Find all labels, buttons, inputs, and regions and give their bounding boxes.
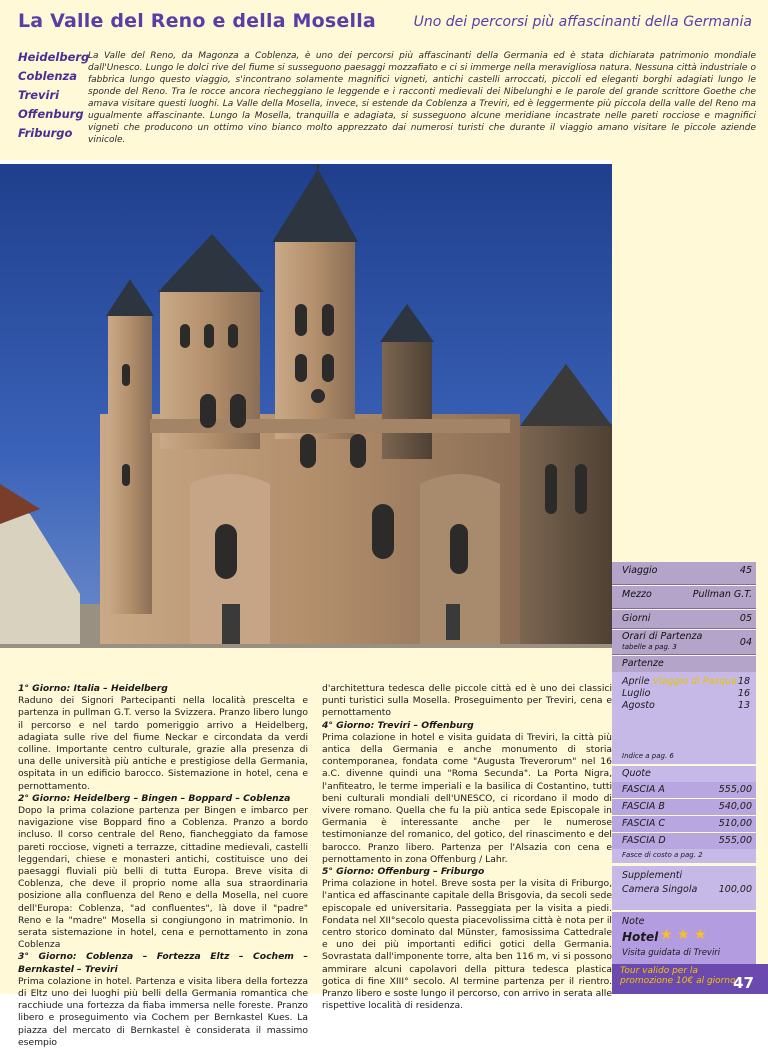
fascia-price: 555,00 — [718, 835, 752, 846]
viaggio-value: 45 — [739, 565, 752, 576]
orari-label: Orari di Partenza — [622, 631, 703, 642]
giorni-row — [612, 610, 756, 628]
camera-value: 100,00 — [718, 884, 752, 895]
partenze-label: Partenze — [622, 658, 664, 669]
fascia-price: 540,00 — [718, 801, 752, 812]
indice-note: Indice a pag. 6 — [622, 752, 674, 760]
supplementi-box — [612, 866, 756, 910]
fascia-price: 510,00 — [718, 818, 752, 829]
day-text: Prima colazione in hotel. Breve sosta per la visita di Friburgo, l'antica ed affascinante capitale della Brisgovia, da secoli sede episcopale ed universitaria. Passeggiata per la visita a piedi. Fondata nel XII°secolo questa piacevolissima città è nota per il centro storico dominato dal Münster, famosissima Cattedrale e uno dei più importanti edifici gotici della Germania. Sovrastata dall'imponente torre, alta ben 116 m, vi si possono ammirare alcuni capolavori della pittura tedesca plastica gotica di fine XIII° secolo. Al termine partenza per il rientro. Pranzo libero e soste lungo il percorso, con arrivo in serata alle rispettive località di residenza. — [322, 878, 612, 1012]
mezzo-value: Pullman G.T. — [692, 589, 752, 600]
places-list — [18, 48, 90, 143]
page-title: La Valle del Reno e della Mosella — [18, 10, 376, 32]
day-text: Dopo la prima colazione partenza per Bingen e imbarco per navigazione vise Boppard fino a Coblenza. Pranzo a bordo incluso. Il corso centrale del Reno, fiancheggiato da famose pareti rocciose, vigneti a terrazze, cittadine medievali, castelli leggendari, chiese e monasteri antichi, costituisce uno dei paesaggi fluviali più belli di tutta Europa. Breve visita di Coblenza, che deve il proprio nome alla sua straordinaria posizione alla confluenza del Reno e della Mosella, nel cuore dell'Europa: Coblenza, "ad confluentes", là dove il "padre" Reno e la "madre" Mosella si congiungono in matrimonio. In serata sistemazione in hotel, cena e pernottamento in zona Coblenza — [18, 805, 308, 951]
fasce-note: Fasce di costo a pag. 2 — [622, 851, 703, 859]
mezzo-row — [612, 586, 756, 608]
place-item: Coblenza — [18, 69, 77, 83]
day-title: 2° Giorno: Heidelberg – Bingen – Boppard – Coblenza — [18, 792, 291, 804]
day-title: 5° Giorno: Offenburg – Friburgo — [322, 866, 485, 878]
fascia-row — [612, 799, 756, 815]
itinerary-col-1 — [18, 683, 308, 1049]
departure-day: 18 — [737, 676, 750, 687]
fascia-name: FASCIA A — [622, 784, 665, 795]
cathedral-photo — [0, 164, 612, 648]
camera-label: Camera Singola — [622, 884, 698, 895]
viaggio-row — [612, 562, 756, 584]
divider — [612, 584, 756, 585]
place-item: Friburgo — [18, 126, 73, 140]
place-item: Heidelberg — [18, 50, 90, 64]
quote-row — [612, 766, 756, 782]
orari-note: tabelle a pag. 3 — [622, 643, 677, 651]
divider — [612, 628, 756, 629]
note-label: Note — [622, 916, 645, 927]
departure-day: 13 — [737, 700, 750, 711]
departure-item — [622, 676, 737, 687]
departure-month: Agosto — [622, 700, 655, 711]
divider — [612, 654, 756, 655]
itinerary-col-2 — [322, 683, 612, 1012]
page-number: 47 — [733, 974, 754, 992]
fascia-name: FASCIA D — [622, 835, 666, 846]
fascia-name: FASCIA B — [622, 801, 665, 812]
note-box — [612, 912, 756, 964]
day-text: Prima colazione in hotel e visita guidata di Treviri, la città più antica della Germania e anche monumento di storia contemporanea, fondata come "Augusta Treverorum" nel 16 a.C. divenne quindi una "Roma Secunda". La Porta Nigra, l'anfiteatro, le terme imperiali e la basilica di Costantino, tutti beni culturali mondiali dell'UNESCO, ci ricordano il modo di vivere romano. Quella che fu la più antica sede Episcopale in Germania è interessante anche per le numerose testimonianze del romanico, del gotico, del rinascimento e del barocco. Pranzo libero. Partenza per l'Alsazia con cena e pernottamento in zona Offenburg / Lahr. — [322, 731, 612, 865]
departure-month: Aprile — [622, 676, 650, 687]
fasce-note-row — [612, 849, 756, 863]
giorni-label: Giorni — [622, 613, 651, 624]
day-title: 4° Giorno: Treviri – Offenburg — [322, 719, 474, 731]
intro-text: La Valle del Reno, da Magonza a Coblenza, è uno dei percorsi più affascinanti della Germania ed è stata dichiarata patrimonio mondiale dall'Unesco. Lungo le dolci rive del fiume si susseguono paesaggi mozzafiato e ci si immerge nella meravigliosa natura. Nessuna città industriale o fabbrica lungo questo viaggio, s'incontrano solamente magnifici vigneti, antichi castelli arroccati, piccoli ed eleganti borghi adagiati lungo le sponde del Reno. Tra le rocce ancora riecheggiano le leggende e i racconti medievali dei Nibelunghi e le parole del grande scrittore Goethe che amava visitare questi luoghi. La Valle della Mosella, invece, si estende da Coblenza a Treviri, ed è leggermente più piccola della valle del Reno ma ugualmente affascinante. Lungo la Mosella, tranquilla e adagiata, si susseguono alcune meridiane incastrate nelle pareti rocciose e magnifici vigneti che producono un ottimo vino bianco molto apprezzato dai numerosi turisti che durante il viaggio amano visitare le piccole aziende vinicole. — [88, 51, 756, 145]
hotel-label: Hotel — [622, 930, 659, 944]
fascia-row — [612, 782, 756, 798]
supplementi-label: Supplementi — [622, 870, 683, 881]
quote-label: Quote — [622, 768, 651, 779]
star-icon: ★ ★ ★ — [660, 927, 707, 943]
day-text: d'architettura tedesca delle piccole città ed è uno dei classici punti turistici sulla Mosella. Proseguimento per Treviri, cena e pernottamento — [322, 683, 612, 719]
fascia-price: 555,00 — [718, 784, 752, 795]
giorni-value: 05 — [739, 613, 752, 624]
fascia-row — [612, 833, 756, 849]
promo-text: Tour valido per la promozione 10€ al giorno — [620, 966, 736, 986]
page-subtitle: Uno dei percorsi più affascinanti della Germania — [413, 14, 752, 30]
mezzo-label: Mezzo — [622, 589, 652, 600]
departure-month: Luglio — [622, 688, 651, 699]
fascia-name: FASCIA C — [622, 818, 666, 829]
departure-note: Viaggio di Pasqua — [652, 676, 738, 687]
partenze-row — [612, 656, 756, 672]
departure-day: 16 — [737, 688, 750, 699]
visita-note: Visita guidata di Treviri — [622, 948, 721, 958]
viaggio-label: Viaggio — [622, 565, 658, 576]
divider — [612, 608, 756, 609]
departures-box — [612, 672, 756, 764]
fascia-row — [612, 816, 756, 832]
place-item: Offenburg — [18, 107, 84, 121]
orari-value: 04 — [739, 637, 752, 648]
day-text: Raduno dei Signori Partecipanti nella località prescelta e partenza in pullman G.T. verso la Svizzera. Pranzo libero lungo il percorso e nel tardo pomeriggio arrivo a Heidelberg, adagiata sulle rive del fiume Neckar e circondata da verdi colline. Importante centro culturale, grazie alla presenza di una delle università più antiche e prestigiose della Germania, ospitata in un edificio barocco. Sistemazione in hotel, cena e pernottamento. — [18, 695, 308, 792]
promo-box — [612, 964, 768, 994]
orari-row — [612, 630, 756, 654]
place-item: Treviri — [18, 88, 60, 102]
day-text: Prima colazione in hotel. Partenza e visita libera della fortezza di Eltz uno dei luoghi più belli della Germania romantica che racchiude una fortezza da fiaba immersa nelle foreste. Pranzo libero e proseguimento via Cochem per Bernkastel Kues. La piazza del mercato di Bernkastel è considerata il massimo esempio — [18, 975, 308, 1048]
day-title: 3° Giorno: Coblenza – Fortezza Eltz – Cochem – Bernkastel – Treviri — [18, 951, 308, 975]
day-title: 1° Giorno: Italia – Heidelberg — [18, 683, 168, 694]
